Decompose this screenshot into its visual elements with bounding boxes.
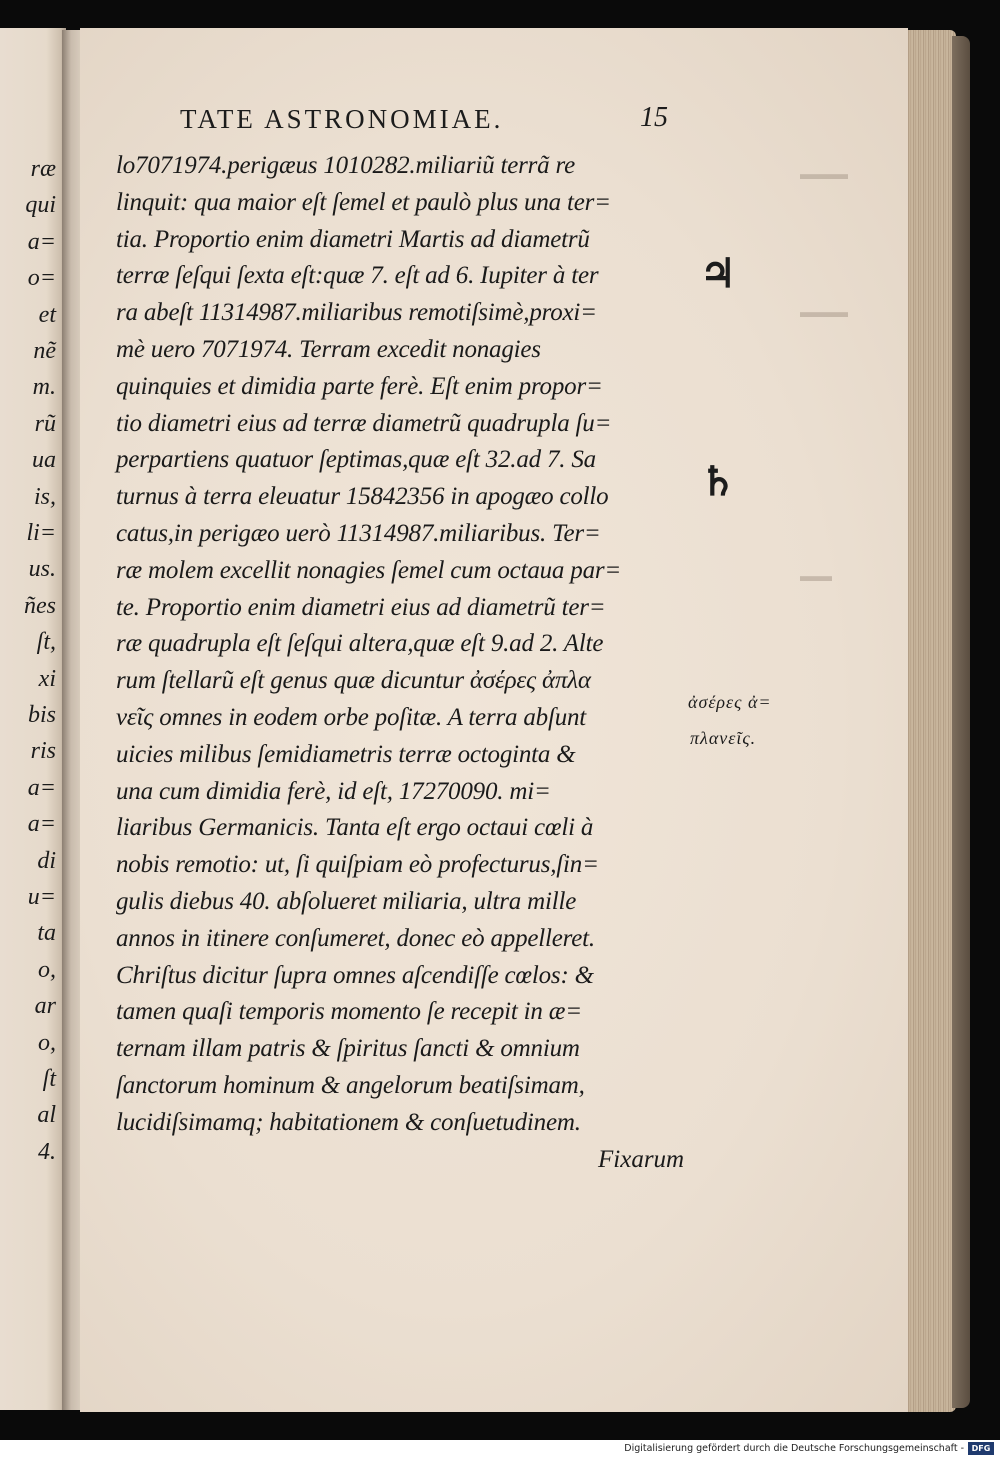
margin-note-greek-2: πλανεῖς. <box>690 728 757 748</box>
left-page-fragment: us. <box>28 556 56 583</box>
text-line: te. Proportio enim diametri eius ad diametrũ ter= <box>116 593 606 621</box>
text-line: liaribus Germanicis. Tanta eſt ergo octaui cœli à <box>116 814 594 842</box>
footer-bar <box>0 1440 1000 1460</box>
dfg-logo-icon: DFG <box>968 1442 994 1455</box>
text-line: terræ ſeſqui ſexta eſt:quæ 7. eſt ad 6. Iupiter à ter <box>116 262 599 290</box>
text-line: perpartiens quatuor ſeptimas,quæ eſt 32.ad 7. Sa <box>116 446 596 474</box>
left-page-edge <box>0 28 66 1410</box>
left-page-fragment: qui <box>25 192 56 219</box>
text-line: νεῖς omnes in eodem orbe poſitæ. A terra abſunt <box>116 703 587 731</box>
left-page-fragment: ræ <box>30 156 56 182</box>
text-line: linquit: qua maior eſt ſemel et paulò plus una ter= <box>116 188 611 216</box>
left-page-fragment: et <box>38 301 56 328</box>
left-page-fragment: 4. <box>38 1138 56 1165</box>
text-line: mè uero 7071974. Terram excedit nonagies <box>116 335 541 363</box>
body-text <box>116 148 676 1142</box>
left-page-fragment: ris <box>30 738 56 765</box>
margin-note-greek-1: ἀσέρες ἀ= <box>688 692 772 712</box>
right-page <box>80 28 908 1412</box>
text-line: gulis diebus 40. abſolueret miliaria, ultra mille <box>116 887 577 915</box>
left-page-fragment: ar <box>34 993 56 1020</box>
text-line: tamen quaſi temporis momento ſe recepit in æ= <box>116 998 582 1026</box>
book-cover-edge <box>952 36 970 1408</box>
page-number: 15 <box>640 102 668 133</box>
left-page-fragment: li= <box>26 520 56 546</box>
footer-credit: Digitalisierung gefördert durch die Deutsche Forschungsgemeinschaft - <box>624 1443 964 1454</box>
text-line: ternam illam patris & ſpiritus ſancti & omnium <box>116 1035 580 1063</box>
left-page-fragment: ua <box>32 447 56 474</box>
left-page-fragment: di <box>37 847 56 874</box>
left-page-fragment: o, <box>38 956 56 983</box>
left-page-fragment: m. <box>32 374 56 401</box>
show-through-mark: ▬▬▬ <box>800 166 848 183</box>
left-page-fragment: o, <box>38 1029 56 1056</box>
text-line: una cum dimidia ferè, id eſt, 17270090. mi= <box>116 777 551 805</box>
text-line: turnus à terra eleuatur 15842356 in apogæo collo <box>116 483 609 511</box>
left-page-fragment: a= <box>27 228 56 255</box>
left-page-fragment: a= <box>27 811 56 838</box>
left-page-fragment: o= <box>27 265 56 292</box>
text-line: ſanctorum hominum & angelorum beatiſsimam, <box>116 1071 585 1099</box>
left-page-fragment: al <box>37 1102 56 1129</box>
left-page-fragment: ſt, <box>36 629 56 656</box>
left-page-fragment: ta <box>37 920 56 947</box>
left-page-fragment: bis <box>27 702 56 728</box>
left-page-fragment: ſt <box>42 1066 56 1092</box>
text-line: lucidiſsimamq; habitationem & conſuetudinem. <box>116 1108 581 1136</box>
text-line: catus,in perigæo uerò 11314987.miliaribus. Ter= <box>116 519 601 547</box>
text-line: tio diametri eius ad terræ diametrũ quadrupla ſu= <box>116 409 612 437</box>
text-line: ræ molem excellit nonagies ſemel cum octaua par= <box>116 556 622 584</box>
catchword: Fixarum <box>598 1146 685 1173</box>
text-line: ra abeſt 11314987.miliaribus remotiſsimè,proxi= <box>116 299 597 327</box>
show-through-mark: ▬▬ <box>800 568 832 585</box>
left-page-fragment: nẽ <box>33 338 56 364</box>
text-line: annos in itinere conſumeret, donec eò appelleret. <box>116 924 595 952</box>
text-line: ræ quadrupla eſt ſeſqui altera,quæ eſt 9.ad 2. Alte <box>116 630 604 658</box>
text-line: rum ſtellarũ eſt genus quæ dicuntur ἀσέρες ἀπλα <box>116 667 591 695</box>
text-line: nobis remotio: ut, ſi quiſpiam eò profecturus,ſin= <box>116 851 599 879</box>
running-title: TATE ASTRONOMIAE. <box>180 104 504 134</box>
left-page-fragment: u= <box>27 884 56 910</box>
left-page-fragment: rũ <box>34 410 56 437</box>
left-page-fragment: ñes <box>24 592 56 619</box>
left-page-fragment: a= <box>27 774 56 801</box>
saturn-symbol-icon: ♄ <box>700 459 736 504</box>
text-line: Chriſtus dicitur ſupra omnes aſcendiſſe cœlos: & <box>116 961 594 989</box>
show-through-mark: ▬▬▬ <box>800 304 848 321</box>
text-line: quinquies et dimidia parte ferè. Eſt enim propor= <box>116 372 603 400</box>
jupiter-symbol-icon: ♃ <box>700 251 736 296</box>
text-line: tia. Proportio enim diametri Martis ad diametrũ <box>116 225 590 253</box>
left-page-fragment: xi <box>38 665 56 692</box>
text-line: lo7071974.perigæus 1010282.miliariũ terrã re <box>116 152 576 179</box>
left-page-fragment: is, <box>33 483 56 510</box>
text-line: uicies milibus ſemidiametris terræ octoginta & <box>116 740 576 768</box>
